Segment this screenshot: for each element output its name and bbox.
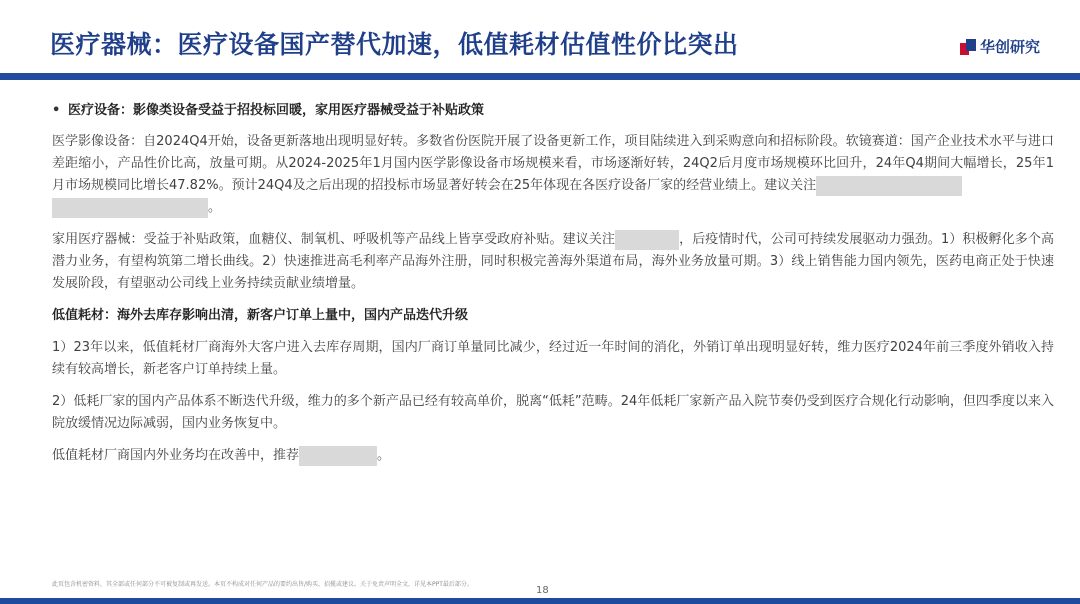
logo-text: 华创研究 [980,38,1041,56]
bullet-icon: • [52,103,61,118]
redacted-block [816,176,962,196]
logo-mark-icon [960,39,976,55]
paragraph-text: 低值耗材厂商国内外业务均在改善中，推荐 [52,448,300,463]
disclaimer-text: 此页包含机密资料，其全部或任何部分不可被复制或再发送。本页不构成对任何产品的要约出售/购买、招揽或建议。关于免责声明全文，详见本PPT最后部分。 [52,581,473,588]
paragraph-imaging-equipment [52,131,1054,219]
paragraph-consumables-overseas: 1）23年以来，低值耗材厂商海外大客户进入去库存周期，国内厂商订单量同比减少，经过近一年时间的消化，外销订单出现明显好转，维力医疗2024年前三季度外销收入持续有较高增长，新老客户订单持续上量。 [52,340,1054,377]
paragraph-consumables-domestic: 2）低耗厂家的国内产品体系不断迭代升级，维力的多个新产品已经有较高单价，脱离“低耗”范畴。24年低耗厂家新产品入院节奏仍受到医疗合规化行动影响，但四季度以来入院放缓情况边际减弱，国内业务恢复中。 [52,394,1054,431]
paragraph-text: 。 [208,200,222,215]
paragraph-text: 家用医疗器械：受益于补贴政策，血糖仪、制氧机、呼吸机等产品线上皆享受政府补贴。建议关注 [52,232,616,247]
redacted-block [299,446,377,466]
page-number: 18 [536,585,549,596]
slide-body [52,100,1054,477]
redacted-block [615,230,679,250]
company-logo [960,36,1040,57]
paragraph-text: 医学影像设备：自2024Q4开始，设备更新落地出现明显好转。多数省份医院开展了设备更新工作，项目陆续进入到采购意向和招标阶段。软镜赛道：国产企业技术水平与进口差距缩小，产品性价比高，放量可期。从2024-2025年1月国内医学影像设备市场规模来看，市场逐渐好转，24Q2后月度市场规模环比回升，24年Q4期间大幅增长，25年1月市场规模同比增长47.82%。预计24Q4及之后出现的招投标市场显著好转会在25年体现在各医疗设备厂家的经营业绩上。建议关注 [52,134,1054,193]
slide-title: 医疗器械：医疗设备国产替代加速，低值耗材估值性价比突出 [50,30,739,59]
paragraph-text: ，后疫情时代，公司可持续发展驱动力强劲。1）积极孵化多个高潜力业务，有望构筑第二增长曲线。2）快速推进高毛利率产品海外注册，同时积极完善海外渠道布局，海外业务放量可期。3）线上销售能力国内领先，医药电商正处于快速发展阶段，有望驱动公司线上业务持续贡献业绩增量。 [52,232,1054,291]
footer-divider [0,598,1080,604]
redacted-block [52,198,208,218]
section-heading-low-value-consumables: 低值耗材：海外去库存影响出清，新客户订单上量中，国内产品迭代升级 [52,308,469,323]
paragraph-text: 。 [377,448,391,463]
section-heading-medical-devices [52,100,1054,122]
slide-header [0,0,1080,80]
paragraph-recommendation [52,445,1054,467]
header-divider [0,73,1080,80]
paragraph-home-medical-devices [52,229,1054,295]
section-heading-text: 医疗设备：影像类设备受益于招投标回暖，家用医疗器械受益于补贴政策 [68,103,485,118]
